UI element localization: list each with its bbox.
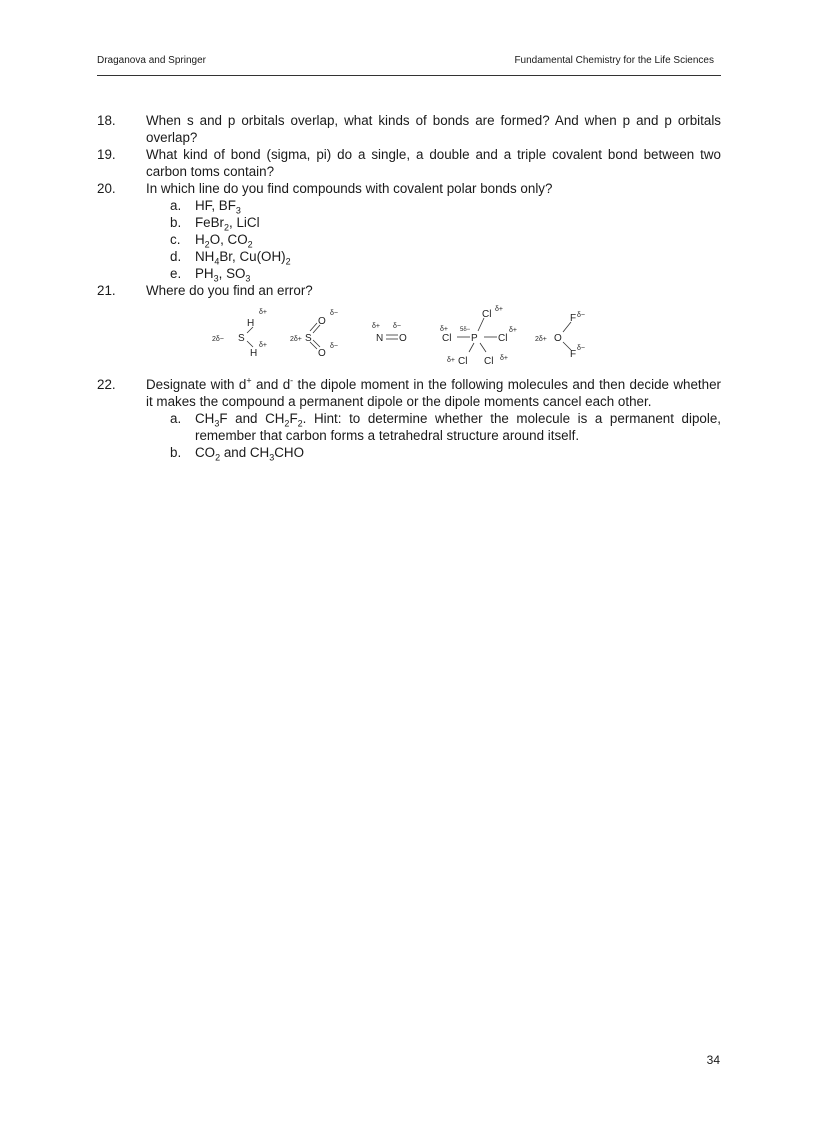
option-letter: e.	[170, 266, 182, 281]
option-20e	[97, 265, 721, 282]
question-20	[97, 180, 721, 197]
question-number: 19.	[97, 147, 116, 162]
svg-text:δ+: δ+	[440, 326, 448, 333]
svg-text:O: O	[554, 333, 562, 344]
svg-text:S: S	[238, 333, 245, 344]
svg-text:N: N	[376, 333, 384, 344]
svg-text:S: S	[305, 333, 312, 344]
question-text: Where do you find an error?	[146, 283, 313, 298]
option-22a	[97, 410, 721, 444]
svg-text:O: O	[318, 348, 326, 359]
question-number: 18.	[97, 113, 116, 128]
svg-text:Cl: Cl	[442, 333, 452, 344]
question-number: 22.	[97, 377, 116, 392]
svg-text:5δ−: 5δ−	[460, 327, 471, 333]
svg-text:δ+: δ+	[509, 327, 517, 334]
svg-text:δ−: δ−	[577, 312, 585, 319]
svg-text:δ+: δ+	[372, 323, 380, 330]
header-authors: Draganova and Springer	[97, 55, 206, 66]
svg-text:Cl: Cl	[458, 356, 468, 367]
option-letter: b.	[170, 215, 182, 230]
svg-text:F: F	[570, 349, 577, 360]
option-letter: a.	[170, 198, 182, 213]
molecule-structures-figure	[202, 304, 597, 368]
question-19	[97, 146, 721, 180]
option-20d	[97, 248, 721, 265]
svg-text:O: O	[399, 333, 407, 344]
svg-text:δ−: δ−	[577, 345, 585, 352]
svg-text:δ+: δ+	[447, 357, 455, 364]
svg-text:H: H	[250, 348, 258, 359]
option-text: $CO_2$ and $CH_3CHO$	[195, 445, 305, 463]
svg-text:δ−: δ−	[330, 343, 338, 350]
question-text: In which line do you find compounds with covalent polar bonds only?	[146, 181, 553, 196]
svg-text:H: H	[247, 318, 255, 329]
question-22	[97, 376, 721, 410]
option-text: $PH_3$, $SO_3$	[195, 266, 251, 284]
question-list	[97, 112, 721, 461]
option-text: HF, $BF_3$	[195, 198, 241, 216]
svg-text:Cl: Cl	[484, 356, 494, 367]
option-letter: b.	[170, 445, 182, 460]
option-20a	[97, 197, 721, 214]
option-20c	[97, 231, 721, 248]
question-text: Designate with d+ and d- the dipole moment in the following molecules and then decide whether it makes the compound a permanent dipole or the dipole moments cancel each other.	[146, 375, 722, 409]
svg-text:2δ−: 2δ−	[212, 336, 224, 343]
question-number: 21.	[97, 283, 116, 298]
svg-text:Cl: Cl	[498, 333, 508, 344]
svg-text:F: F	[570, 313, 577, 324]
svg-text:Cl: Cl	[482, 309, 492, 320]
question-21	[97, 282, 721, 299]
question-number: 20.	[97, 181, 116, 196]
option-text: FeBr$_2$, LiCl	[195, 215, 260, 233]
svg-text:δ−: δ−	[393, 323, 401, 330]
svg-text:O: O	[318, 316, 326, 327]
question-18	[97, 112, 721, 146]
svg-text:δ+: δ+	[500, 355, 508, 362]
svg-text:δ+: δ+	[495, 306, 503, 313]
svg-text:δ−: δ−	[330, 310, 338, 317]
svg-text:2δ+: 2δ+	[290, 336, 302, 343]
option-text: $H_2O$, $CO_2$	[195, 232, 253, 250]
option-text: $CH_3F$ and $CH_2F_2$. Hint: to determine whether the molecule is a permanent dipole, remember that carbon forms a tetrahedral structure around itself.	[195, 411, 721, 443]
running-header	[97, 55, 721, 76]
svg-text:P: P	[471, 333, 478, 344]
header-book-title: Fundamental Chemistry for the Life Sciences	[514, 55, 714, 66]
option-letter: c.	[170, 232, 181, 247]
question-text: When s and p orbitals overlap, what kinds of bonds are formed? And when p and p orbitals overlap?	[146, 113, 721, 145]
page-number: 34	[706, 1053, 720, 1067]
option-20b	[97, 214, 721, 231]
svg-text:2δ+: 2δ+	[535, 336, 547, 343]
svg-text:δ+: δ+	[259, 309, 267, 316]
option-letter: a.	[170, 411, 182, 426]
option-letter: d.	[170, 249, 182, 264]
svg-text:δ+: δ+	[259, 342, 267, 349]
question-text: What kind of bond (sigma, pi) do a single, a double and a triple covalent bond between two carbon toms contain?	[146, 147, 721, 179]
option-22b	[97, 444, 721, 461]
option-text: $NH_4Br$, $Cu(OH)_2$	[195, 249, 291, 267]
